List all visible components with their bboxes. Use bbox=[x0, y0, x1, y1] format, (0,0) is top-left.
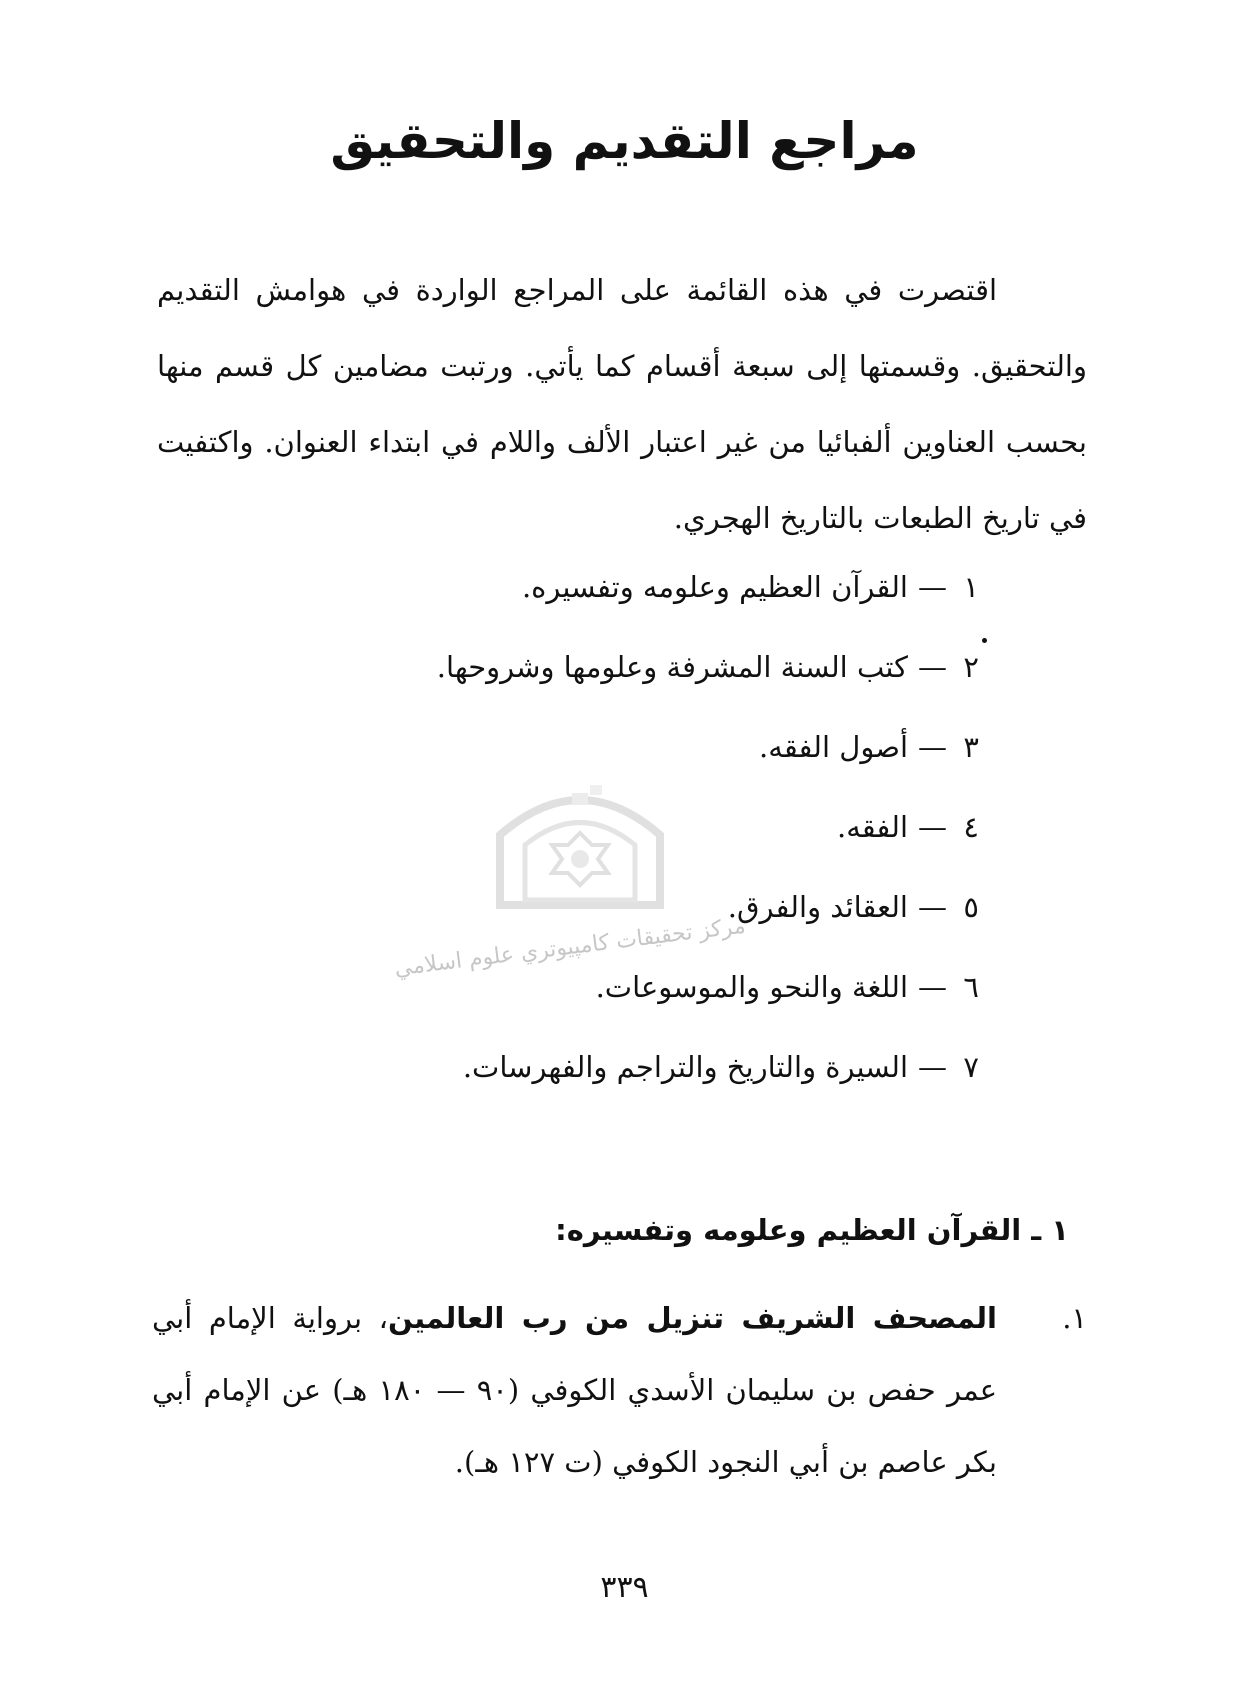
entry-details: ، برواية الإمام أبي عمر حفص بن سليمان الأسدي الكوفي (٩٠ — ١٨٠ هـ) عن الإمام أبي بكر عاصم بن أبي النجود الكوفي (ت ١٢٧ هـ). bbox=[152, 1301, 998, 1479]
page-number: ٣٣٩ bbox=[600, 1570, 649, 1605]
entry-text bbox=[152, 1282, 997, 1498]
watermark-text: مركز تحقيقات كامپيوتري علوم اسلامي bbox=[393, 913, 747, 982]
scan-speck bbox=[982, 638, 987, 643]
list-item: ٦—اللغة والنحو والموسوعات. bbox=[279, 962, 979, 1042]
item-label: القرآن العظيم وعلومه وتفسيره. bbox=[521, 570, 908, 604]
entry-number: ١. bbox=[1062, 1301, 1087, 1335]
item-number: ٦ bbox=[963, 970, 979, 1004]
section-heading: ١ ـ القرآن العظيم وعلومه وتفسيره: bbox=[555, 1213, 1069, 1247]
item-label: العقائد والفرق. bbox=[727, 890, 908, 924]
item-number: ١ bbox=[963, 570, 979, 604]
list-item: ٤—الفقه. bbox=[279, 802, 979, 882]
item-number: ٤ bbox=[963, 810, 979, 844]
list-item: ٣—أصول الفقه. bbox=[279, 722, 979, 802]
item-number: ٧ bbox=[963, 1050, 979, 1084]
item-number: ٥ bbox=[963, 890, 979, 924]
list-item: ١—القرآن العظيم وعلومه وتفسيره. bbox=[279, 562, 979, 642]
list-item: ٥—العقائد والفرق. bbox=[279, 882, 979, 962]
item-label: اللغة والنحو والموسوعات. bbox=[595, 970, 908, 1004]
page-title: مراجع التقديم والتحقيق bbox=[330, 111, 919, 170]
item-number: ٣ bbox=[963, 730, 979, 764]
list-item: ٢—كتب السنة المشرفة وعلومها وشروحها. bbox=[279, 642, 979, 722]
item-number: ٢ bbox=[963, 650, 979, 684]
entry-title: المصحف الشريف تنزيل من رب العالمين bbox=[387, 1301, 997, 1335]
item-label: كتب السنة المشرفة وعلومها وشروحها. bbox=[436, 650, 908, 684]
watermark-emblem-icon bbox=[480, 775, 680, 915]
item-label: السيرة والتاريخ والتراجم والفهرسات. bbox=[462, 1050, 908, 1084]
intro-paragraph: اقتصرت في هذه القائمة على المراجع الواردة في هوامش التقديم والتحقيق. وقسمتها إلى سبعة أقسام كما يأتي. ورتبت مضامين كل قسم منها بحسب العناوين ألفبائيا من غير اعتبار الألف واللام في ابتداء العنوان. واكتفيت في تاريخ الطبعات بالتاريخ الهجري. bbox=[157, 273, 1087, 535]
list-item: ٧—السيرة والتاريخ والتراجم والفهرسات. bbox=[279, 1042, 979, 1122]
item-label: الفقه. bbox=[837, 810, 908, 844]
bibliography-entry bbox=[152, 1282, 1087, 1498]
item-label: أصول الفقه. bbox=[759, 730, 908, 764]
